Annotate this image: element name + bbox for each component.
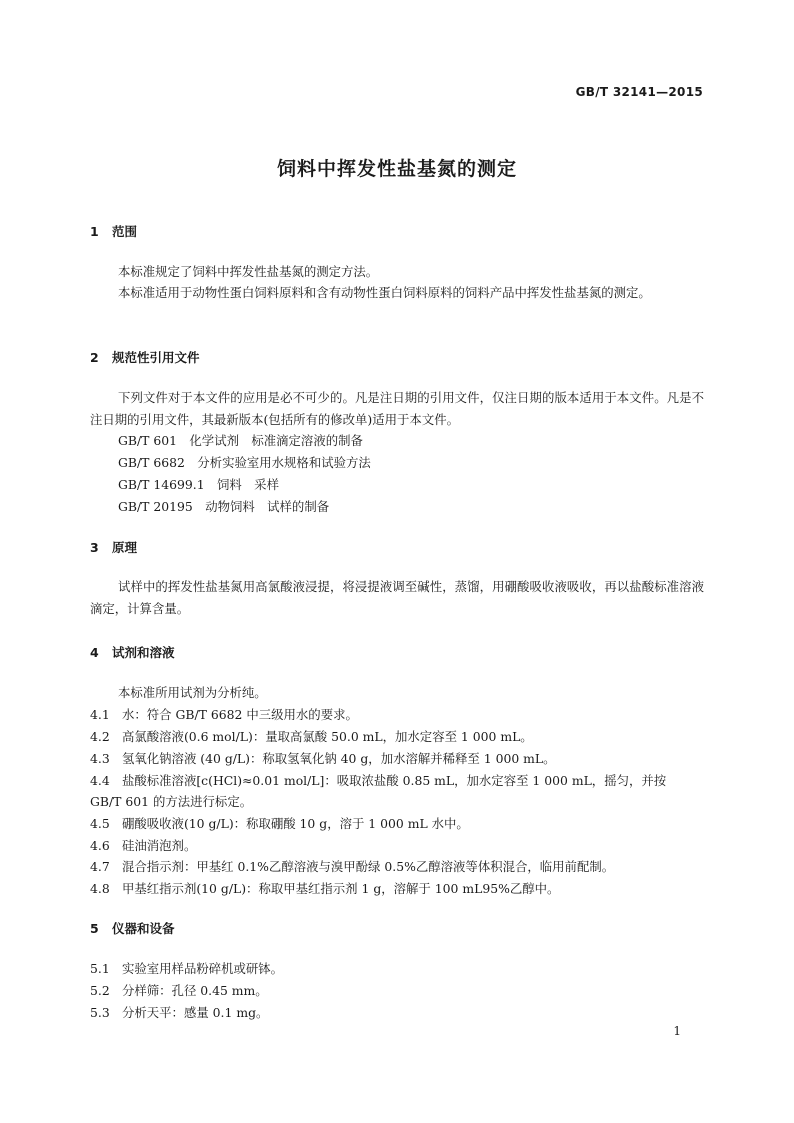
list-item (90, 727, 533, 745)
page-title: 饲料中挥发性盐基氮的测定 (276, 158, 517, 180)
list-item (90, 705, 358, 723)
paragraph: 本标准所用试剂为分析纯。 (118, 685, 267, 700)
list-item (90, 857, 614, 875)
reference-item: GB/T 601 化学试剂 标准滴定溶液的制备 (118, 433, 363, 448)
section-heading (90, 643, 175, 661)
item-continuation: GB/T 601 的方法进行标定。 (90, 794, 253, 809)
list-item (90, 771, 666, 789)
item-text: 混合指示剂：甲基红 0.1%乙醇溶液与溴甲酚绿 0.5%乙醇溶液等体积混合，临用前配制。 (122, 859, 615, 874)
section-number: 2 (90, 350, 99, 365)
list-item (90, 981, 268, 999)
list-item (90, 879, 559, 897)
paragraph: 下列文件对于本文件的应用是必不可少的。凡是注日期的引用文件，仅注日期的版本适用于本文件。凡是不注日期的引用文件，其最新版本(包括所有的修改单)适用于本文件。 (90, 390, 704, 427)
item-number: 5.1 (90, 961, 110, 976)
section-heading (90, 538, 137, 556)
item-number: 5.3 (90, 1005, 110, 1020)
item-text: 硅油消泡剂。 (122, 838, 197, 853)
section-number: 5 (90, 921, 99, 936)
item-number: 4.1 (90, 707, 110, 722)
item-number: 4.3 (90, 751, 110, 766)
list-item (90, 1003, 268, 1021)
section-title: 试剂和溶液 (112, 645, 175, 660)
reference-item: GB/T 20195 动物饲料 试样的制备 (118, 499, 330, 514)
section-title: 规范性引用文件 (112, 350, 200, 365)
item-number: 4.6 (90, 838, 110, 853)
item-number: 4.5 (90, 816, 110, 831)
item-number: 4.7 (90, 859, 110, 874)
item-number: 4.8 (90, 881, 110, 896)
section-heading (90, 919, 175, 937)
item-text: 硼酸吸收液(10 g/L)：称取硼酸 10 g，溶于 1 000 mL 水中。 (122, 816, 469, 831)
section-number: 1 (90, 224, 99, 239)
section-number: 4 (90, 645, 99, 660)
section-number: 3 (90, 540, 99, 555)
item-text: 甲基红指示剂(10 g/L)：称取甲基红指示剂 1 g，溶解于 100 mL95%乙醇中。 (122, 881, 560, 896)
item-text: 氢氧化钠溶液 (40 g/L)：称取氢氧化钠 40 g，加水溶解并稀释至 1 000 mL。 (122, 751, 556, 766)
paragraph: 本标准规定了饲料中挥发性盐基氮的测定方法。 (118, 264, 379, 279)
section-heading (90, 348, 200, 366)
reference-item: GB/T 14699.1 饲料 采样 (118, 477, 279, 492)
list-item (90, 814, 469, 832)
list-item (90, 836, 196, 854)
item-number: 4.2 (90, 729, 110, 744)
standard-number: GB/T 32141—2015 (575, 85, 703, 99)
item-text: 盐酸标准溶液[c(HCl)≈0.01 mol/L]：吸取浓盐酸 0.85 mL，加水定容至 1 000 mL，摇匀，并按 (122, 773, 667, 788)
section-heading (90, 222, 137, 240)
item-number: 5.2 (90, 983, 110, 998)
section-title: 原理 (112, 540, 138, 555)
page-number: 1 (673, 1024, 681, 1038)
reference-item: GB/T 6682 分析实验室用水规格和试验方法 (118, 455, 371, 470)
section-title: 范围 (112, 224, 138, 239)
paragraph: 试样中的挥发性盐基氮用高氯酸液浸提，将浸提液调至碱性，蒸馏，用硼酸吸收液吸收，再以盐酸标准溶液滴定，计算含量。 (90, 579, 704, 616)
item-text: 高氯酸溶液(0.6 mol/L)：量取高氯酸 50.0 mL，加水定容至 1 000 mL。 (122, 729, 533, 744)
section-title: 仪器和设备 (112, 921, 175, 936)
paragraph: 本标准适用于动物性蛋白饲料原料和含有动物性蛋白饲料原料的饲料产品中挥发性盐基氮的测定。 (118, 285, 651, 300)
item-text: 实验室用样品粉碎机或研钵。 (122, 961, 284, 976)
item-text: 分样筛：孔径 0.45 mm。 (122, 983, 268, 998)
item-text: 水：符合 GB/T 6682 中三级用水的要求。 (122, 707, 358, 722)
list-item (90, 959, 283, 977)
list-item (90, 749, 556, 767)
item-number: 4.4 (90, 773, 110, 788)
item-text: 分析天平：感量 0.1 mg。 (122, 1005, 269, 1020)
